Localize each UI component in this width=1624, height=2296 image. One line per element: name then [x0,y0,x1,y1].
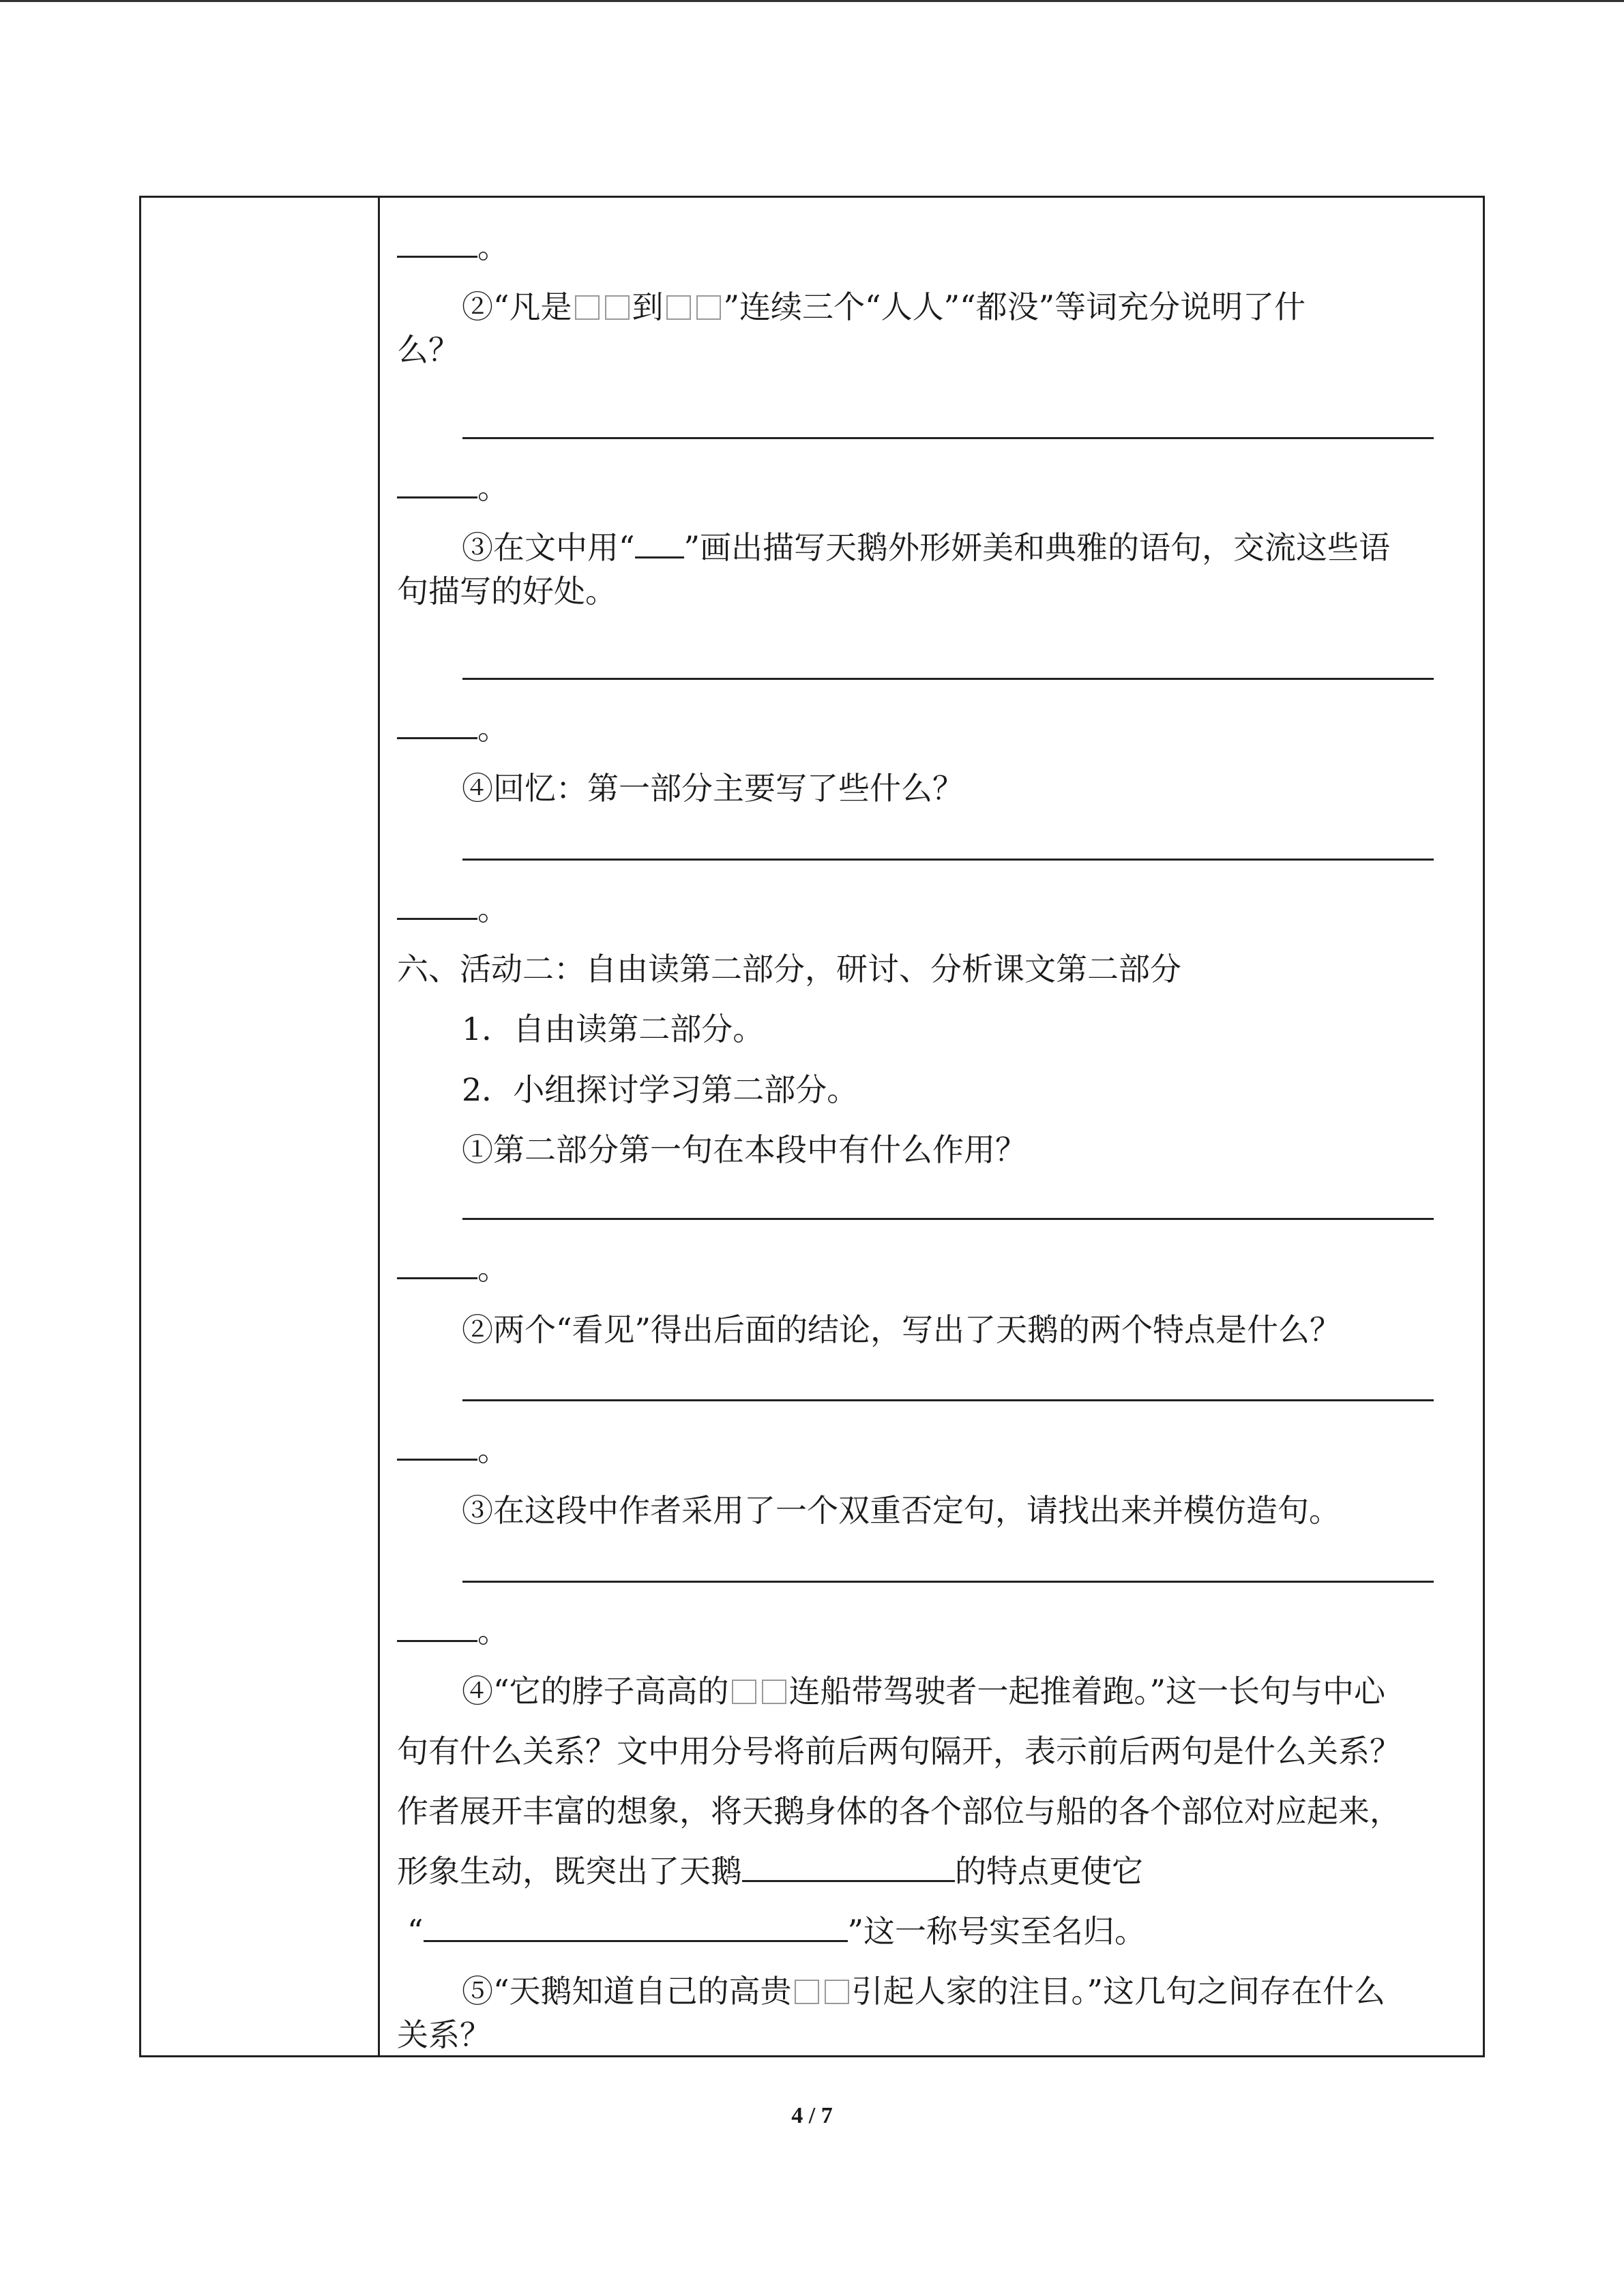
placeholder-box [696,295,721,320]
placeholder-box [732,1680,756,1704]
answer-blank[interactable] [397,230,477,258]
table-right-column [382,198,1483,2055]
answer-line[interactable] [462,1581,1434,1583]
answer-tail: 。 [397,467,509,508]
page-top-border [0,0,1624,2]
question-1-3: ③在文中用“ ”画出描写天鹅外形妍美和典雅的语句，交流这些语 [462,529,1391,566]
question-1-4: ④回忆：第一部分主要写了些什么？ [462,770,964,807]
answer-blank[interactable] [397,892,477,920]
placeholder-box [575,295,600,320]
question-1-3-cont: 句描写的好处。 [397,573,617,610]
page-number: 4 / 7 [791,2103,833,2128]
continuation-answer: 。 [397,226,509,267]
answer-tail: 。 [397,889,509,929]
placeholder-box [666,295,691,320]
worksheet-table [139,196,1485,2057]
question-2-5-cont: 关系？ [397,2016,491,2053]
answer-blank[interactable] [397,471,477,498]
answer-tail: 。 [397,1248,509,1289]
answer-line[interactable] [462,859,1434,861]
answer-tail: 。 [397,1611,509,1652]
answer-blank[interactable] [397,711,477,739]
placeholder-box [795,1980,819,2004]
answer-line[interactable] [462,437,1434,439]
question-1-2-cont: 么？ [397,331,460,368]
question-2-3: ③在这段中作者采用了一个双重否定句，请找出来并模仿造句。 [462,1492,1340,1529]
placeholder-box [762,1680,786,1704]
answer-blank[interactable] [397,1433,477,1461]
question-2-4-line5: “ ”这一称号实至名归。 [407,1913,1147,1950]
step-1: 1．自由读第二部分。 [462,1011,765,1047]
question-2-4-line4: 形象生动，既突出了天鹅 的特点更使它 [397,1853,1143,1890]
question-2-4-line2: 句有什么关系？文中用分号将前后两句隔开，表示前后两句是什么关系？ [397,1733,1401,1770]
fill-blank[interactable] [424,1914,848,1942]
question-2-4: ④“它的脖子高高的 连船带驾驶者一起推着跑。”这一长句与中心 [462,1673,1386,1710]
answer-tail: 。 [397,1429,509,1470]
question-2-1: ①第二部分第一句在本段中有什么作用？ [462,1131,1027,1168]
question-1-2: ②“凡是 到 ”连续三个“人人”“都没”等词充分说明了什 [462,288,1306,325]
underline-mark [635,531,684,558]
placeholder-box [605,295,630,320]
answer-line[interactable] [462,1399,1434,1401]
question-2-4-line3: 作者展开丰富的想象，将天鹅身体的各个部位与船的各个部位对应起来， [397,1793,1401,1830]
answer-tail: 。 [397,708,509,749]
question-2-2: ②两个“看见”得出后面的结论，写出了天鹅的两个特点是什么？ [462,1311,1342,1348]
fill-blank[interactable] [742,1854,955,1882]
table-left-column [141,198,380,2055]
section-heading-6: 六、活动二：自由读第二部分，研讨、分析课文第二部分 [397,951,1181,987]
answer-blank[interactable] [397,1251,477,1279]
step-2: 2．小组探讨学习第二部分。 [462,1071,859,1108]
placeholder-box [825,1980,849,2004]
answer-line[interactable] [462,1218,1434,1220]
answer-blank[interactable] [397,1614,477,1642]
answer-line[interactable] [462,678,1434,680]
question-2-5: ⑤“天鹅知道自己的高贵 引起人家的注目。”这几句之间存在什么 [462,1973,1386,2010]
